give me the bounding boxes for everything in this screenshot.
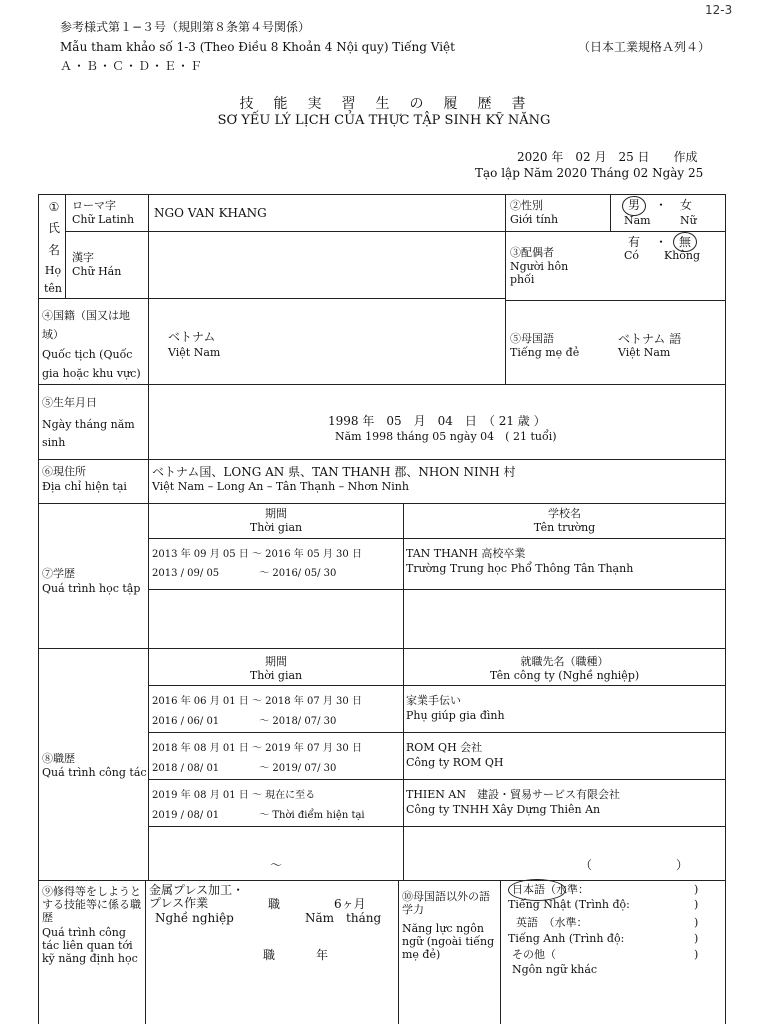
created-date-jp: 2020 年 02 月 25 日 作成: [517, 150, 698, 164]
spouse-yes-jp: 有: [628, 235, 641, 249]
work-row1-period-vn: 2016 / 06/ 01 〜 2018/ 07/ 30: [152, 716, 337, 727]
lang-jp-line-vn: Tiếng Nhật (Trình độ:: [508, 898, 630, 911]
work-label-vn: Quá trình công tác: [42, 766, 147, 779]
lang-jp-line: 日本語（水準：: [512, 883, 589, 896]
work-row1-company-jp: 家業手伝い: [406, 694, 461, 707]
work-row2-company-vn: Công ty ROM QH: [406, 756, 504, 769]
form-ref-vn: Mẫu tham khảo số 1-3 (Theo Điều 8 Khoản 4 Nội quy) Tiếng Việt: [60, 40, 455, 54]
work-row2-company-jp: ROM QH 会社: [406, 741, 483, 754]
edu-col-period-jp: 期間: [265, 507, 287, 520]
language-label-jp: ⑩母国語以外の語学力: [402, 890, 490, 916]
work-blank-paren: （ ）: [580, 858, 689, 872]
spouse-separator: ・: [655, 235, 668, 249]
spouse-label-vn: Người hôn phối: [510, 260, 569, 286]
work-label-jp: ⑧職歴: [42, 752, 75, 765]
work-col-period-jp: 期間: [265, 655, 287, 668]
latin-label-jp: ローマ字: [72, 199, 116, 212]
address-label-jp: ⑥現住所: [42, 465, 86, 478]
work-row2-period-jp: 2018 年 08 月 01 日 〜 2019 年 07 月 30 日: [152, 743, 362, 754]
sex-male-jp: 男: [628, 198, 641, 212]
birth-label-vn: Ngày tháng năm sinh: [42, 418, 135, 449]
birth-value-jp: 1998 年 05 月 04 日 （ 21 歳 ）: [328, 414, 546, 428]
lang-other-line-vn: Ngôn ngữ khác: [512, 963, 598, 976]
nationality-label-vn: Quốc tịch (Quốc gia hoặc khu vực): [42, 348, 141, 380]
edu-col-period-vn: Thời gian: [249, 521, 303, 534]
sex-label-vn: Giới tính: [510, 213, 559, 226]
latin-label-vn: Chữ Latinh: [72, 213, 135, 226]
spouse-no-vn: Không: [664, 249, 701, 262]
lang-en-close: ): [694, 916, 699, 929]
page-title-jp: 技 能 実 習 生 の 履 歴 書: [239, 96, 529, 112]
sex-separator: ・: [655, 198, 668, 212]
form-ref-jp: 参考様式第１−３号（規則第８条第４号関係）: [60, 20, 311, 34]
skill-blank-job: 職: [263, 948, 276, 962]
spouse-no-jp: 無: [679, 235, 692, 249]
work-row3-company-vn: Công ty TNHH Xây Dựng Thiên An: [406, 803, 601, 816]
edu-col-school-vn: Tên trường: [533, 521, 596, 534]
address-value-vn: Việt Nam – Long An – Tân Thạnh – Nhơn Ninh: [152, 480, 409, 493]
name-number: ①: [48, 200, 60, 214]
page-title-vn: SƠ YẾU LÝ LỊCH CỦA THỰC TẬP SINH KỸ NĂNG: [217, 113, 551, 128]
mother-tongue-label-vn: Tiếng mẹ đẻ: [510, 346, 580, 359]
name-label-vn: Họ tên: [43, 264, 62, 295]
lang-en-line: 英語 （水準：: [516, 916, 588, 929]
sex-male-vn: Nam: [624, 214, 651, 227]
spouse-yes-vn: Có: [624, 249, 640, 262]
corner-mark: 12-3: [705, 3, 733, 17]
skill-label-vn: Quá trình công tác liên quan tới kỹ năng định học: [42, 926, 138, 965]
nationality-value-jp: ベトナム: [168, 330, 216, 344]
skill-job-vn: Nghề nghiệp: [155, 911, 234, 925]
work-row3-company-jp: THIEN AN 建設・貿易サービス有限会社: [406, 788, 620, 801]
nationality-value-vn: Việt Nam: [168, 346, 221, 359]
name-label-jp: 氏 名: [47, 221, 60, 257]
work-row1-period-jp: 2016 年 06 月 01 日 〜 2018 年 07 月 30 日: [152, 696, 362, 707]
work-col-company-vn: Tên công ty (Nghề nghiệp): [489, 669, 640, 682]
work-row3-period-jp: 2019 年 08 月 01 日 〜 現在に至る: [152, 790, 316, 801]
skill-label-jp: ⑨修得等をしようとする技能等に係る職歴: [42, 885, 141, 924]
skill-year-vn: Năm tháng: [305, 911, 382, 925]
skill-job-jp: 金属プレス加工・ プレス作業: [149, 883, 245, 910]
nationality-label-jp: ④国籍（国又は地域）: [42, 309, 130, 341]
edu-row-period-vn: 2013 / 09/ 05 〜 2016/ 05/ 30: [152, 568, 337, 579]
created-date-vn: Tạo lập Năm 2020 Tháng 02 Ngày 25: [475, 166, 704, 180]
birth-label-jp: ⑤生年月日: [42, 396, 97, 409]
lang-en-line-vn: Tiếng Anh (Trình độ:: [508, 932, 625, 945]
education-label-jp: ⑦学歴: [42, 567, 75, 580]
paper-size: （日本工業規格Ａ列４）: [578, 40, 711, 54]
work-row1-company-vn: Phụ giúp gia đình: [406, 709, 505, 722]
skill-job-years: 6ヶ月: [334, 897, 366, 911]
sex-female-jp: 女: [680, 198, 693, 212]
lang-en-close-vn: ): [694, 932, 699, 945]
work-row3-period-vn: 2019 / 08/ 01 〜 Thời điểm hiện tại: [152, 810, 365, 821]
lang-other-close: ): [694, 948, 699, 961]
kanji-label-vn: Chữ Hán: [72, 265, 122, 278]
lang-jp-close-vn: ): [694, 898, 699, 911]
skill-job-unit: 職: [268, 897, 281, 911]
work-col-period-vn: Thời gian: [249, 669, 303, 682]
sex-female-vn: Nữ: [680, 214, 697, 227]
mother-tongue-label-jp: ⑤母国語: [510, 332, 554, 345]
abcdef-line: Ａ・Ｂ・Ｃ・Ｄ・Ｅ・Ｆ: [60, 59, 204, 73]
work-col-company-jp: 就職先名（職種）: [520, 655, 609, 668]
education-label-vn: Quá trình học tập: [42, 582, 141, 595]
sex-label-jp: ②性別: [510, 199, 543, 212]
language-label-vn: Năng lực ngôn ngữ (ngoài tiếng mẹ đẻ): [402, 922, 495, 961]
mother-tongue-value-vn: Việt Nam: [618, 346, 671, 359]
mother-tongue-value-jp: ベトナム 語: [618, 332, 682, 346]
spouse-label-jp: ③配偶者: [510, 246, 554, 259]
birth-value-vn: Năm 1998 tháng 05 ngày 04 ( 21 tuổi): [335, 430, 557, 443]
edu-row-period-jp: 2013 年 09 月 05 日 〜 2016 年 05 月 30 日: [152, 549, 362, 560]
selected-circle-male: [622, 196, 646, 216]
address-label-vn: Địa chỉ hiện tại: [42, 480, 127, 493]
latin-name-value: NGO VAN KHANG: [154, 206, 267, 220]
lang-jp-close: ): [694, 883, 699, 896]
lang-other-line: その他（: [512, 948, 556, 961]
work-row2-period-vn: 2018 / 08/ 01 〜 2019/ 07/ 30: [152, 763, 337, 774]
edu-col-school-jp: 学校名: [548, 507, 581, 520]
edu-row-school-vn: Trường Trung học Phổ Thông Tân Thạnh: [406, 562, 634, 575]
kanji-label-jp: 漢字: [72, 251, 94, 264]
work-blank-tilde: 〜: [270, 858, 283, 872]
address-value-jp: ベトナム国、LONG AN 県、TAN THANH 郡、NHON NINH 村: [152, 465, 516, 479]
skill-blank-year: 年: [316, 948, 329, 962]
edu-row-school-jp: TAN THANH 高校卒業: [406, 547, 526, 560]
